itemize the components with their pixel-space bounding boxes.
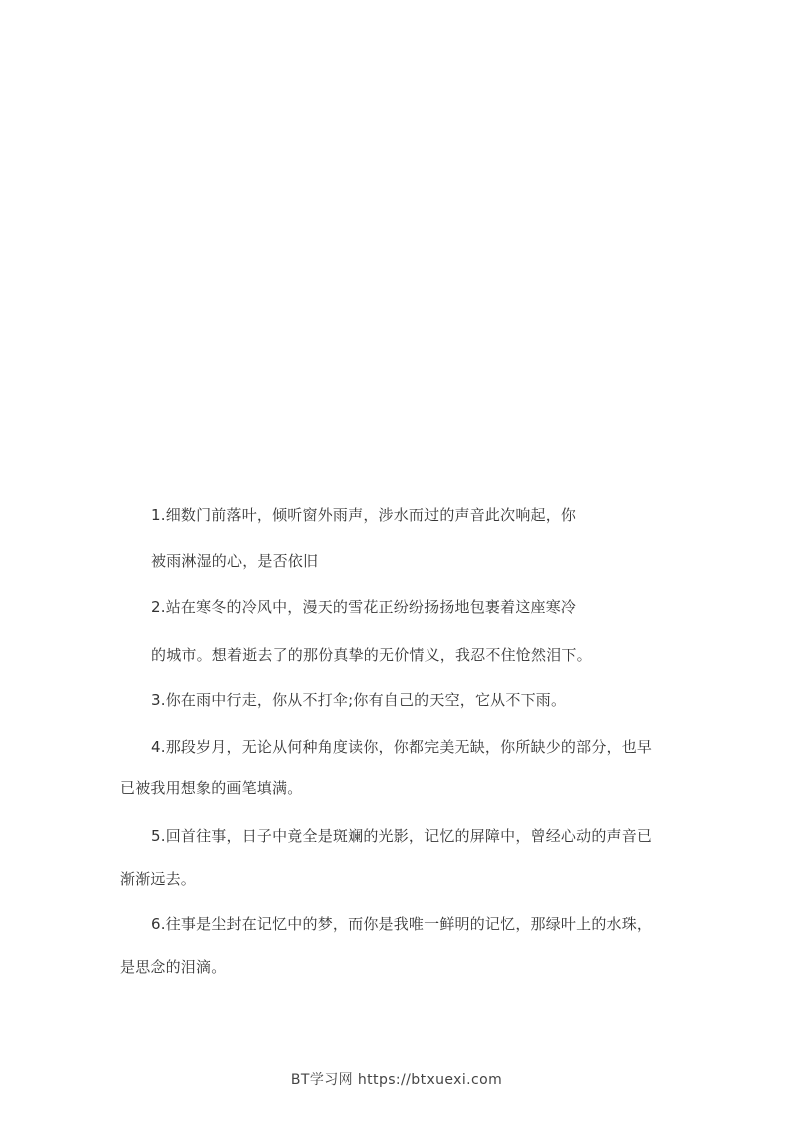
paragraph-2-line-1: 2.站在寒冬的冷风中，漫天的雪花正纷纷扬扬地包裹着这座寒冷 (151, 598, 577, 616)
paragraph-6-line-1: 6.往事是尘封在记忆中的梦，而你是我唯一鲜明的记忆，那绿叶上的水珠， (151, 915, 653, 933)
paragraph-4-line-2: 已被我用想象的画笔填满。 (120, 779, 303, 797)
paragraph-5-line-2: 渐渐远去。 (120, 870, 197, 888)
paragraph-2-line-2: 的城市。想着逝去了的那份真挚的无价情义，我忍不住怆然泪下。 (151, 646, 592, 664)
paragraph-4-line-1: 4.那段岁月，无论从何种角度读你，你都完美无缺，你所缺少的部分，也早 (151, 738, 653, 756)
paragraph-1-line-1: 1.细数门前落叶，倾听窗外雨声，涉水而过的声音此次响起，你 (151, 506, 577, 524)
paragraph-6-line-2: 是思念的泪滴。 (120, 958, 227, 976)
paragraph-3-line-1: 3.你在雨中行走，你从不打伞;你有自己的天空，它从不下雨。 (151, 691, 567, 709)
paragraph-1-line-2: 被雨淋湿的心，是否依旧 (151, 552, 319, 570)
paragraph-5-line-1: 5.回首往事，日子中竟全是斑斓的光影，记忆的屏障中，曾经心动的声音已 (151, 827, 653, 845)
footer-watermark: BT学习网 https://btxuexi.com (290, 1072, 503, 1088)
